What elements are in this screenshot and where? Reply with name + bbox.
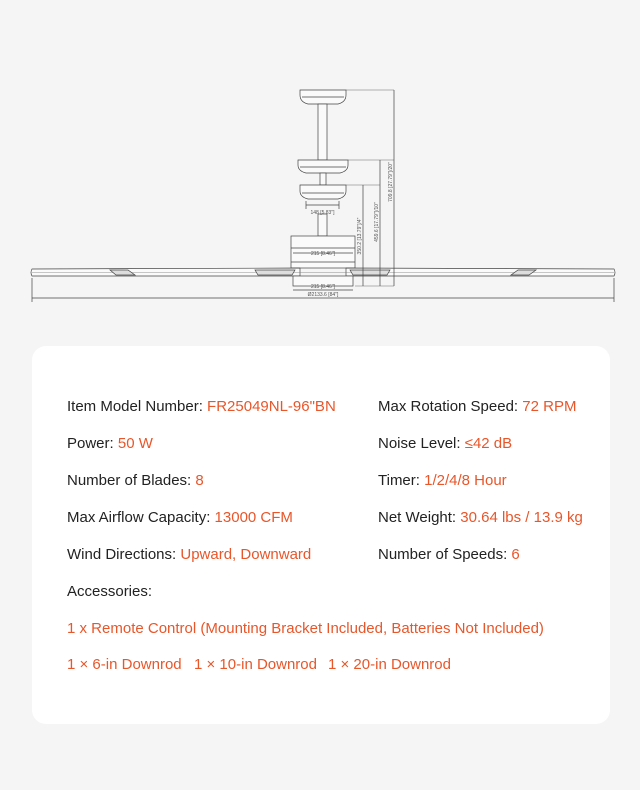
accessory-6in-downrod: 1 × 6-in Downrod <box>67 656 182 673</box>
specifications-card <box>32 346 610 724</box>
spec-blades-value: 8 <box>195 472 204 489</box>
accessory-remote-control: 1 x Remote Control (Mounting Bracket Included, Batteries Not Included) <box>67 620 544 637</box>
spec-power-value: 50 W <box>117 435 153 452</box>
spec-airflow-value: 13000 CFM <box>214 509 293 526</box>
accessories-heading: Accessories: <box>67 583 153 600</box>
spec-net-weight <box>378 509 583 526</box>
spec-wind-value: Upward, Downward <box>180 546 312 563</box>
dim-215-bottom-label: 215 [8.46"] <box>310 284 336 290</box>
spec-blades <box>67 472 204 489</box>
dim-350-label: 350.2 [13.79"]/4" <box>357 217 363 255</box>
spec-blades-label: Number of Blades: <box>67 472 196 489</box>
lower-canopy <box>300 185 346 199</box>
spec-noise-label: Noise Level: <box>378 435 465 452</box>
middle-canopy <box>298 160 348 173</box>
spec-model-label: Item Model Number: <box>67 398 208 415</box>
spec-noise-level <box>378 435 512 452</box>
spec-timer-value: 1/2/4/8 Hour <box>424 472 507 489</box>
dim-709-label: 709.8 [27.79"]/20" <box>388 162 394 202</box>
spec-speeds-label: Number of Speeds: <box>378 546 512 563</box>
spec-number-of-speeds <box>378 546 520 563</box>
fan-dimension-drawing <box>0 0 640 330</box>
spec-wind-label: Wind Directions: <box>67 546 181 563</box>
spec-timer-label: Timer: <box>378 472 425 489</box>
spec-rotation-label: Max Rotation Speed: <box>378 398 523 415</box>
spec-wind-directions <box>67 546 311 563</box>
accessory-10in-downrod: 1 × 10-in Downrod <box>194 656 317 673</box>
spec-power-label: Power: <box>67 435 118 452</box>
spec-weight-label: Net Weight: <box>378 509 461 526</box>
spec-airflow-label: Max Airflow Capacity: <box>67 509 215 526</box>
spec-weight-value: 30.64 lbs / 13.9 kg <box>460 509 583 526</box>
dim-459-label: 459.6 [17.79"]/10" <box>374 202 380 242</box>
spec-model <box>67 398 336 415</box>
spec-model-value: FR25049NL-96"BN <box>207 398 336 415</box>
dim-148-label: 148 [5.83"] <box>310 210 335 216</box>
dim-215-top-label: 215 [8.46"] <box>310 251 336 257</box>
spec-power <box>67 435 153 452</box>
accessory-20in-downrod: 1 × 20-in Downrod <box>328 656 451 673</box>
spec-rotation-value: 72 RPM <box>522 398 577 415</box>
downrod <box>318 104 327 160</box>
spec-airflow <box>67 509 293 526</box>
spec-noise-value: ≤42 dB <box>464 435 513 452</box>
dim-diameter-label: Ø2133.6 [84"] <box>307 292 339 298</box>
spec-speeds-value: 6 <box>511 546 520 563</box>
spec-rotation-speed <box>378 398 576 415</box>
spec-timer <box>378 472 507 489</box>
